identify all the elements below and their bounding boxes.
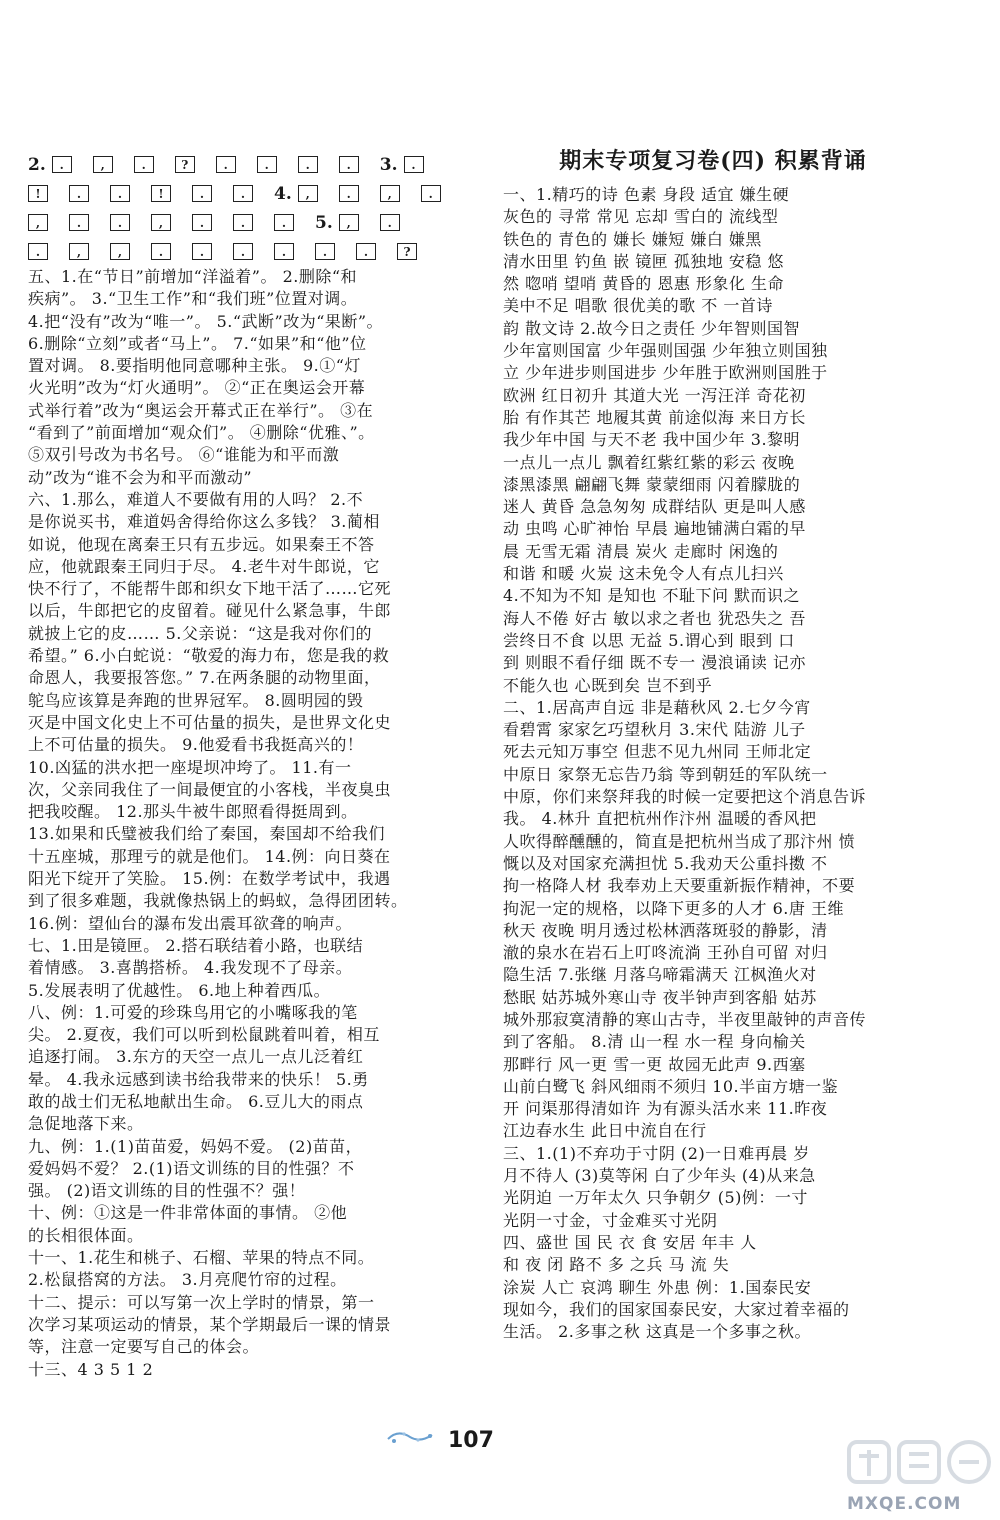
watermark-url: MXQE.COM [847, 1494, 962, 1514]
text-line: 爱妈妈不爱？ 2.(1)语文训练的目的性强？不 [28, 1158, 355, 1178]
punctuation-box: . [192, 214, 212, 231]
box-row [28, 150, 480, 179]
text-line: 应，他就跟秦王同归于尽。 4.老牛对牛郎说，它 [28, 556, 380, 576]
text-line: 人吹得醉醺醺的，简直是把杭州当成了那汴州 愤 [503, 831, 856, 851]
punctuation-box: , [380, 185, 400, 202]
text-line: 和谐 和暖 火炭 这未免令人有点儿扫兴 [503, 564, 784, 584]
text-line: 月不待人 (3)莫等闲 白了少年头 (4)从来急 [503, 1166, 816, 1186]
left-column [28, 150, 480, 1381]
punctuation-box: . [257, 156, 277, 173]
text-line: 慨以及对国家充满担忧 5.我劝天公重抖擞 不 [503, 853, 828, 873]
box-row [28, 237, 480, 266]
punctuation-box: . [233, 243, 253, 260]
text-line: 看碧霄 家家乞巧望秋月 3.宋代 陆游 儿子 [503, 720, 806, 740]
text-line: 2.松鼠搭窝的方法。 3.月亮爬竹帘的过程。 [28, 1270, 347, 1290]
punctuation-box: . [216, 156, 236, 173]
punctuation-box: . [421, 185, 441, 202]
text-line: 到 则眼不看仔细 既不专一 漫浪诵读 记亦 [503, 653, 806, 673]
text-line: 4.把“没有”改为“唯一”。 5.“武断”改为“果断”。 [28, 311, 384, 331]
text-line: 是你说买书，难道妈舍得给你这么多钱？ 3.蔺相 [28, 512, 380, 532]
text-line: 涂炭 人亡 哀鸿 聊生 外患 例：1.国泰民安 [503, 1277, 812, 1297]
text-line: 疾病”。 3.“卫生工作”和“我们班”位置对调。 [28, 289, 358, 309]
text-line: 中原，你们来祭拜我的时候一定要把这个消息告诉 [503, 787, 867, 807]
text-line: 阳光下绽开了笑脸。 15.例：在数学考试中，我遇 [28, 869, 391, 889]
punctuation-box: , [28, 214, 48, 231]
text-line: 江边春水生 此日中流自在行 [503, 1121, 707, 1141]
text-line: 6.删除“立刻”或者“马上”。 7.“如果”和“他”位 [28, 333, 367, 353]
punctuation-box: . [151, 243, 171, 260]
text-line: 十一、1.花生和桃子、石榴、苹果的特点不同。 [28, 1248, 375, 1268]
text-line: 隐生活 7.张继 月落乌啼霜满天 江枫渔火对 [503, 965, 817, 985]
text-line: 的长相很体面。 [28, 1225, 144, 1245]
text-line: 动 虫鸣 心旷神怡 早晨 遍地铺满白霜的早 [503, 519, 806, 539]
punctuation-box: . [233, 185, 253, 202]
text-line: 十三、4 3 5 1 2 [28, 1359, 154, 1379]
text-line: 我少年中国 与天不老 我中国少年 3.黎明 [503, 430, 801, 450]
text-line: 鸵鸟应该算是奔跑的世界冠军。 8.圆明园的毁 [28, 690, 364, 710]
text-line: 欧洲 红日初升 其道大光 一泻汪洋 奇花初 [503, 385, 806, 405]
punctuation-box: . [404, 156, 424, 173]
text-line: 着情感。 3.喜鹊搭桥。 4.我发现不了母亲。 [28, 958, 353, 978]
text-line: 一、1.精巧的诗 色素 身段 适宜 嫌生硬 [503, 185, 790, 204]
punctuation-box: . [192, 185, 212, 202]
text-line: 愁眠 姑苏城外寒山寺 夜半钟声到客船 姑苏 [503, 987, 817, 1007]
punctuation-box: . [134, 156, 154, 173]
text-line: 尖。 2.夏夜，我们可以听到松鼠跳着叫着，相互 [28, 1025, 380, 1045]
box-row [28, 208, 480, 237]
punctuation-box-rows [28, 150, 480, 266]
text-line: 到了很多难题，我就像热锅上的蚂蚁，急得团团转。 [28, 891, 408, 911]
text-line: 4.不知为不知 是知也 不耻下问 默而识之 [503, 586, 801, 606]
text-line: 立 少年进步则国进步 少年胜于欧洲则国胜于 [503, 363, 828, 383]
punctuation-box: . [69, 214, 89, 231]
punctuation-box: , [69, 243, 89, 260]
punctuation-box: . [380, 214, 400, 231]
text-line: 海人不倦 好古 敏以求之者也 犹恐失之 吾 [503, 608, 806, 628]
text-line: 拘一格降人材 我奉劝上天要重新振作精神，不要 [503, 876, 856, 896]
text-line: 胎 有作其芒 地履其黄 前途似海 来日方长 [503, 407, 806, 427]
text-line: 我。 4.林升 直把杭州作汴州 温暖的香风把 [503, 809, 817, 829]
text-line: 光阴一寸金，寸金难买寸光阴 [503, 1210, 718, 1230]
text-line: 5.发展表明了优越性。 6.地上种着西瓜。 [28, 980, 331, 1000]
punctuation-box: , [298, 185, 318, 202]
text-line: 希望。” 6.小白蛇说：“敬爱的海力布，您是我的救 [28, 646, 390, 666]
punctuation-box: . [69, 185, 89, 202]
text-line: 开 问渠那得清如许 为有源头活水来 11.昨夜 [503, 1099, 828, 1119]
text-line: 那畔行 风一更 雪一更 故园无此声 9.西塞 [503, 1054, 806, 1074]
text-line: 命恩人，我要报答您。” 7.在两条腿的动物里面， [28, 668, 381, 688]
text-line: 以后，牛郎把它的皮留着。碰见什么紧急事，牛郎 [28, 601, 392, 621]
question-number: 3. [379, 154, 398, 175]
text-line: 七、1.田是镜匣。 2.搭石联结着小路，也联结 [28, 935, 364, 955]
left-answer-text [28, 266, 480, 1381]
text-line: ⑤双引号改为书名号。 ⑥“谁能为和平而激 [28, 445, 340, 465]
punctuation-box: , [151, 214, 171, 231]
punctuation-box: . [274, 214, 294, 231]
punctuation-box: ? [175, 156, 195, 173]
text-line: 就披上它的皮…… 5.父亲说：“这是我对你们的 [28, 623, 373, 643]
punctuation-box: , [93, 156, 113, 173]
text-line: 美中不足 唱歌 很优美的歌 不 一首诗 [503, 296, 773, 316]
text-line: 三、1.(1)不弃功于寸阴 (2)一日难再晨 岁 [503, 1143, 810, 1163]
question-number: 2. [28, 154, 46, 175]
text-line: 铁色的 青色的 嫌长 嫌短 嫌白 嫌黑 [503, 229, 762, 249]
punctuation-box: ! [28, 185, 48, 202]
punctuation-box: . [274, 243, 294, 260]
text-line: 晕。 4.我永远感到读书给我带来的快乐！ 5.勇 [28, 1069, 369, 1089]
text-line: 八、例：1.可爱的珍珠鸟用它的小嘴啄我的笔 [28, 1002, 358, 1022]
text-line: 动”改为“谁不会为和平而激动” [28, 467, 253, 487]
text-line: 四、盛世 国 民 衣 食 安居 年丰 人 [503, 1232, 757, 1252]
text-line: 死去元知万事空 但悲不见九州同 王师北定 [503, 742, 812, 762]
text-line: 六、1.那么，难道人不要做有用的人吗？ 2.不 [28, 489, 364, 509]
punctuation-box: . [110, 214, 130, 231]
text-line: 到了客船。 8.清 山一程 水一程 身向榆关 [503, 1032, 806, 1052]
text-line: 然 唿哨 望哨 黄昏的 恩惠 形象化 生命 [503, 274, 785, 294]
punctuation-box: . [339, 156, 359, 173]
punctuation-box: , [339, 214, 359, 231]
text-line: 等，注意一定要写自己的体会。 [28, 1337, 260, 1357]
text-line: 九、例：1.(1)苗苗爱，妈妈不爱。 (2)苗苗， [28, 1136, 363, 1156]
text-line: 快不行了，不能帮牛郎和织女下地干活了……它死 [28, 579, 392, 599]
punctuation-box: . [110, 185, 130, 202]
text-line: 一点儿一点儿 飘着红紫红紫的彩云 夜晚 [503, 452, 795, 472]
punctuation-box: . [298, 156, 318, 173]
text-line: 10.凶猛的洪水把一座堤坝冲垮了。 11.有一 [28, 757, 352, 777]
text-line: 次，父亲同我住了一间最便宜的小客栈，半夜臭虫 [28, 779, 392, 799]
text-line: 尝终日不食 以思 无益 5.谓心到 眼到 口 [503, 630, 795, 650]
text-line: 置对调。 8.要指明他同意哪种主张。 9.①“灯 [28, 356, 361, 376]
text-line: 和 夜 闭 路不 多 之兵 马 流 失 [503, 1255, 730, 1275]
text-line: 秋天 夜晚 明月透过松林洒落斑驳的静影，清 [503, 920, 828, 940]
text-line: 城外那寂寞清静的寒山古寺，半夜里敲钟的声音传 [503, 1009, 867, 1029]
text-line: 少年富则国富 少年强则国强 少年独立则国独 [503, 341, 828, 361]
question-number: 4. [274, 183, 292, 204]
text-line: 光阴迫 一万年太久 只争朝夕 (5)例：一寸 [503, 1188, 808, 1208]
punctuation-box: . [315, 243, 335, 260]
text-line: 现如今，我们的国家国泰民安，大家过着幸福的 [503, 1299, 850, 1319]
text-line: 中原日 家祭无忘告乃翁 等到朝廷的军队统一 [503, 764, 828, 784]
punctuation-box: ? [397, 243, 417, 260]
punctuation-box: . [233, 214, 253, 231]
text-line: 火光明”改为“灯火通明”。 ②“正在奥运会开幕 [28, 378, 366, 398]
text-line: 不能久也 心既到矣 岂不到乎 [503, 675, 713, 695]
text-line: 清水田里 钓鱼 嵌 镜匣 孤独地 安稳 悠 [503, 251, 785, 271]
text-line: 16.例：望仙台的瀑布发出震耳欲聋的响声。 [28, 913, 352, 933]
punctuation-box: . [356, 243, 376, 260]
text-line: “看到了”前面增加“观众们”。 ④删除“优雅、”。 [28, 423, 375, 443]
text-line: 生活。 2.多事之秋 这真是一个多事之秋。 [503, 1322, 811, 1342]
punctuation-box: ! [151, 185, 171, 202]
text-line: 13.如果和氏璧被我们给了秦国，秦国却不给我们 [28, 824, 385, 844]
text-line: 强。 (2)语文训练的目的性强不？强！ [28, 1181, 306, 1201]
text-line: 式举行着”改为“奥运会开幕式正在举行”。 ③在 [28, 400, 374, 420]
text-line: 漆黑漆黑 翩翩飞舞 蒙蒙细雨 闪着朦胧的 [503, 474, 801, 494]
text-line: 把我咬醒。 12.那头牛被牛郎照看得挺周到。 [28, 802, 358, 822]
text-line: 急促地落下来。 [28, 1114, 144, 1134]
text-line: 次学习某项运动的情景，某个学期最后一课的情景 [28, 1314, 392, 1334]
text-line: 拘泥一定的规格，以降下更多的人才 6.唐 王维 [503, 898, 844, 918]
text-line: 灭是中国文化史上不可估量的损失，是世界文化史 [28, 712, 392, 732]
section-title: 期末专项复习卷(四) 积累背诵 [559, 148, 867, 174]
page-decoration-icon [384, 1425, 444, 1449]
right-column [503, 138, 923, 1343]
text-line: 韵 散文诗 2.故今日之责任 少年智则国智 [503, 318, 801, 338]
punctuation-box: , [110, 243, 130, 260]
text-line: 上不可估量的损失。 9.他爱看书我挺高兴的！ [28, 735, 364, 755]
punctuation-box: . [52, 156, 72, 173]
text-line: 敢的战士们无私地献出生命。 6.豆儿大的雨点 [28, 1091, 364, 1111]
text-line: 二、1.居高声自远 非是藉秋风 2.七夕今宵 [503, 697, 811, 717]
box-row [28, 179, 480, 208]
question-number: 5. [315, 212, 333, 233]
text-line: 十二、提示：可以写第一次上学时的情景，第一 [28, 1292, 375, 1312]
text-line: 十五座城，那理亏的就是他们。 14.例：向日葵在 [28, 846, 391, 866]
text-line: 灰色的 寻常 常见 忘却 雪白的 流线型 [503, 207, 779, 227]
punctuation-box: . [339, 185, 359, 202]
text-line: 山前白鹭飞 斜风细雨不须归 10.半亩方塘一鉴 [503, 1076, 839, 1096]
text-line: 晨 无雪无霜 清晨 炭火 走廊时 闲逸的 [503, 541, 779, 561]
text-line: 澈的泉水在岩石上叮咚流淌 王孙自可留 对归 [503, 943, 828, 963]
text-line: 追逐打闹。 3.东方的天空一点儿一点儿泛着红 [28, 1047, 364, 1067]
text-line: 如说，他现在离秦王只有五步远。如果秦王不答 [28, 534, 375, 554]
text-line: 五、1.在“节日”前增加“洋溢着”。 2.删除“和 [28, 267, 358, 286]
page-number: 107 [448, 1428, 494, 1453]
punctuation-box: . [28, 243, 48, 260]
text-line: 十、例：①这是一件非常体面的事情。 ②他 [28, 1203, 348, 1223]
punctuation-box: . [192, 243, 212, 260]
text-line: 迷人 黄昏 急急匆匆 成群结队 更是叫人感 [503, 497, 806, 517]
right-answer-text [503, 184, 923, 1343]
